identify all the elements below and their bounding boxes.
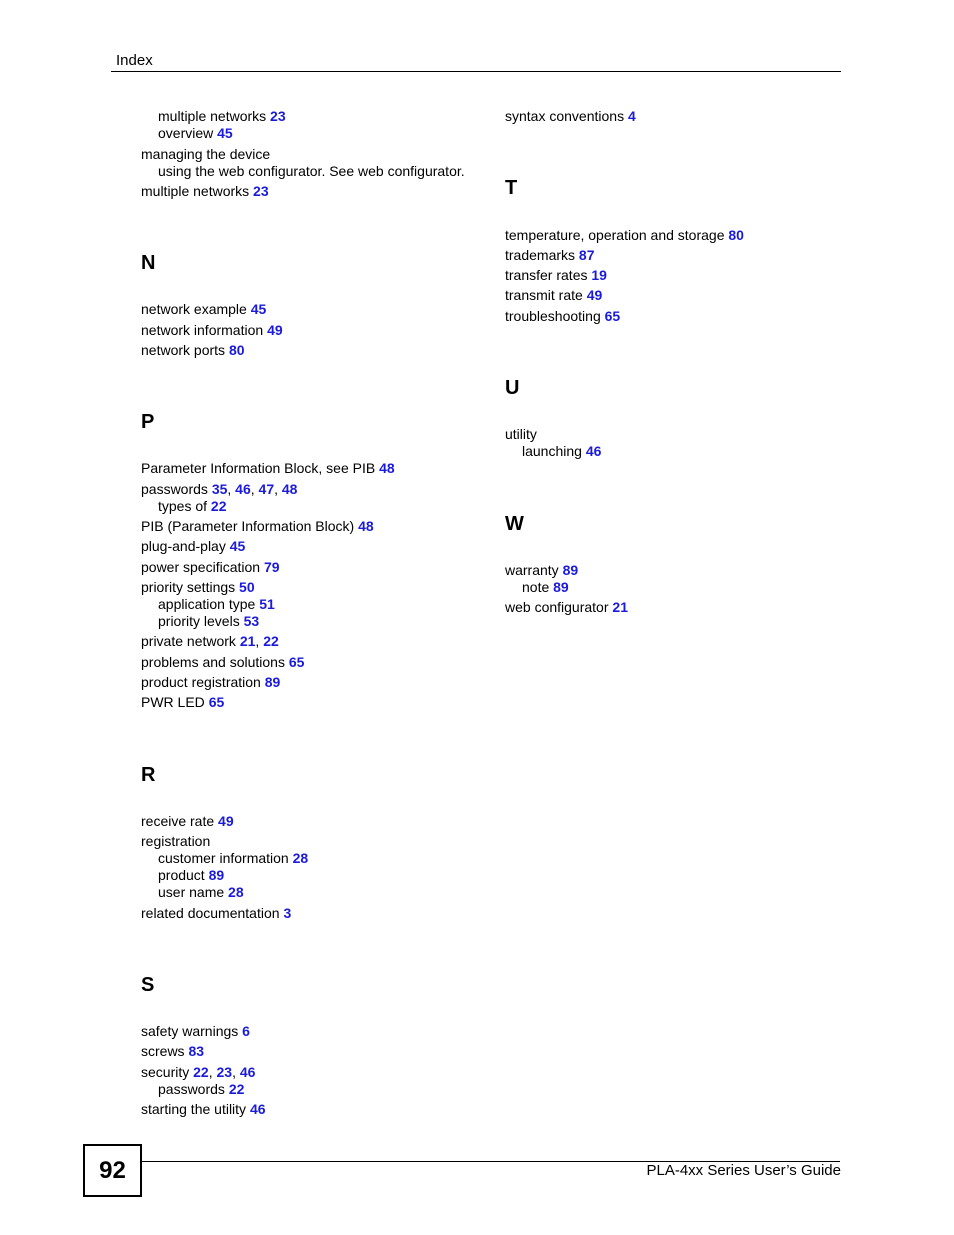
index-term: using the web configurator. See web configurator.: [158, 163, 465, 179]
index-entry: [158, 163, 465, 180]
index-entry: [141, 460, 395, 477]
index-entry: [158, 850, 308, 867]
index-term: product: [158, 867, 205, 883]
page-reference-link[interactable]: 28: [228, 884, 244, 900]
index-term: starting the utility: [141, 1101, 247, 1117]
page-reference-link[interactable]: 45: [229, 538, 246, 554]
page-reference-link[interactable]: 87: [578, 247, 595, 263]
page-reference-link[interactable]: 47: [258, 481, 275, 497]
index-letter-heading: T: [505, 177, 518, 199]
index-term: safety warnings: [141, 1023, 239, 1039]
page-reference-link[interactable]: 48: [358, 518, 374, 534]
index-entry: [158, 613, 259, 630]
index-term: plug-and-play: [141, 538, 226, 554]
index-term: transfer rates: [505, 267, 588, 283]
index-entry: [505, 227, 744, 244]
index-term: web configurator: [505, 599, 609, 615]
page-reference-link[interactable]: 65: [288, 654, 305, 670]
index-letter-heading: R: [141, 764, 156, 786]
index-letter-heading: W: [505, 513, 524, 535]
index-term: overview: [158, 125, 214, 141]
index-term: managing the device: [141, 146, 271, 162]
header-divider: [111, 71, 841, 72]
index-term: application type: [158, 596, 256, 612]
index-entry: [505, 562, 578, 579]
index-entry: security 22, 23, 46: [141, 1064, 256, 1080]
page-reference-link[interactable]: 35: [211, 481, 228, 497]
page-reference-link[interactable]: 51: [259, 596, 275, 612]
page-reference-link[interactable]: 83: [188, 1043, 205, 1059]
page-reference-link[interactable]: 48: [281, 481, 298, 497]
running-header-section: Index: [116, 52, 153, 69]
index-term: power specification: [141, 559, 261, 575]
index-entry: [141, 518, 374, 535]
index-term: network ports: [141, 342, 226, 358]
index-letter-heading: P: [141, 411, 155, 433]
index-entry: [141, 905, 291, 922]
page-reference-link[interactable]: 46: [585, 443, 602, 459]
index-term: screws: [141, 1043, 185, 1059]
index-entry: [141, 146, 270, 163]
footer-guide-title: PLA-4xx Series User’s Guide: [646, 1162, 841, 1179]
index-entry: passwords 35, 46, 47, 48: [141, 481, 298, 497]
index-entry: [158, 498, 227, 515]
page-reference-link[interactable]: 80: [728, 227, 744, 243]
page-reference-link[interactable]: 22: [193, 1064, 209, 1080]
index-term: network information: [141, 322, 264, 338]
index-term: transmit rate: [505, 287, 583, 303]
page-reference-link[interactable]: 53: [243, 613, 260, 629]
index-entry: private network 21, 22: [141, 633, 279, 649]
index-entry: [141, 1043, 204, 1060]
page-reference-link[interactable]: 6: [242, 1023, 250, 1039]
page-reference-link[interactable]: 23: [253, 183, 269, 199]
index-term: priority levels: [158, 613, 240, 629]
page-reference-link[interactable]: 46: [239, 1064, 256, 1080]
page-reference-link[interactable]: 80: [228, 342, 245, 358]
page-reference-link[interactable]: 21: [239, 633, 256, 649]
page-reference-link[interactable]: 19: [591, 267, 607, 283]
index-entry: [141, 538, 245, 555]
page-reference-link[interactable]: 21: [612, 599, 628, 615]
index-entry: [158, 884, 244, 901]
page-reference-link[interactable]: 23: [216, 1064, 233, 1080]
index-entry: [141, 1023, 250, 1040]
page-reference-link[interactable]: 3: [283, 905, 292, 921]
index-letter-heading: S: [141, 974, 155, 996]
index-entry: [158, 125, 233, 142]
index-term: customer information: [158, 850, 289, 866]
index-letter-heading: N: [141, 252, 156, 274]
index-term: note: [522, 579, 550, 595]
page-reference-link[interactable]: 46: [249, 1101, 266, 1117]
page-reference-link[interactable]: 48: [379, 460, 395, 476]
index-entry: [158, 1081, 244, 1098]
index-entry: [141, 322, 283, 339]
page-reference-link[interactable]: 22: [263, 633, 279, 649]
index-term: problems and solutions: [141, 654, 285, 670]
index-term: network example: [141, 301, 247, 317]
page-reference-link[interactable]: 22: [228, 1081, 245, 1097]
index-term: private network: [141, 633, 236, 649]
index-term: Parameter Information Block, see PIB: [141, 460, 376, 476]
index-term: registration: [141, 833, 211, 849]
page-reference-link[interactable]: 65: [208, 694, 225, 710]
page-reference-link[interactable]: 45: [250, 301, 267, 317]
page-reference-link[interactable]: 89: [553, 579, 569, 595]
index-entry: [141, 183, 269, 200]
index-term: PIB (Parameter Information Block): [141, 518, 355, 534]
page-reference-link[interactable]: 46: [235, 481, 251, 497]
index-term: troubleshooting: [505, 308, 601, 324]
page-reference-link[interactable]: 50: [239, 579, 255, 595]
page-reference-link[interactable]: 65: [604, 308, 621, 324]
index-entry: [505, 599, 628, 616]
index-term: types of: [158, 498, 208, 514]
index-term: trademarks: [505, 247, 576, 263]
index-term: launching: [522, 443, 582, 459]
page-reference-link[interactable]: 49: [586, 287, 603, 303]
index-term: warranty: [505, 562, 559, 578]
index-entry: [158, 596, 275, 613]
index-entry: [505, 308, 620, 325]
index-term: security: [141, 1064, 190, 1080]
index-entry: [522, 443, 601, 460]
index-entry: [505, 247, 595, 264]
index-term: related documentation: [141, 905, 280, 921]
index-term: utility: [505, 426, 537, 442]
index-term: temperature, operation and storage: [505, 227, 725, 243]
index-entry: [158, 867, 224, 884]
page-reference-link[interactable]: 45: [217, 125, 233, 141]
page-reference-link[interactable]: 49: [218, 813, 234, 829]
index-term: passwords: [141, 481, 208, 497]
page-reference-link[interactable]: 22: [210, 498, 227, 514]
page-reference-link[interactable]: 89: [208, 867, 225, 883]
index-entry: [158, 108, 286, 125]
index-entry: [141, 813, 234, 830]
index-entry: [505, 267, 607, 284]
index-entry: [141, 342, 245, 359]
index-term: multiple networks: [141, 183, 250, 199]
index-entry: [141, 559, 280, 576]
index-letter-heading: U: [505, 377, 520, 399]
index-entry: [141, 1101, 266, 1118]
index-entry: [141, 694, 224, 711]
index-term: priority settings: [141, 579, 236, 595]
index-term: passwords: [158, 1081, 225, 1097]
index-term: user name: [158, 884, 225, 900]
page-reference-link[interactable]: 89: [264, 674, 281, 690]
page-reference-link[interactable]: 4: [627, 108, 636, 124]
page-reference-link[interactable]: 28: [292, 850, 309, 866]
index-term: product registration: [141, 674, 261, 690]
page-reference-link[interactable]: 49: [267, 322, 283, 338]
page-reference-link[interactable]: 79: [263, 559, 280, 575]
index-term: syntax conventions: [505, 108, 625, 124]
index-term: receive rate: [141, 813, 215, 829]
page-number: 92: [83, 1144, 142, 1197]
index-entry: [505, 108, 636, 125]
index-entry: [505, 426, 537, 443]
index-entry: [141, 654, 304, 671]
index-entry: [141, 674, 280, 691]
index-entry: [141, 579, 255, 596]
page-reference-link[interactable]: 23: [270, 108, 286, 124]
index-term: multiple networks: [158, 108, 267, 124]
index-entry: [505, 287, 602, 304]
index-entry: [522, 579, 569, 596]
page-reference-link[interactable]: 89: [562, 562, 579, 578]
index-entry: [141, 301, 266, 318]
index-term: PWR LED: [141, 694, 205, 710]
index-entry: [141, 833, 210, 850]
